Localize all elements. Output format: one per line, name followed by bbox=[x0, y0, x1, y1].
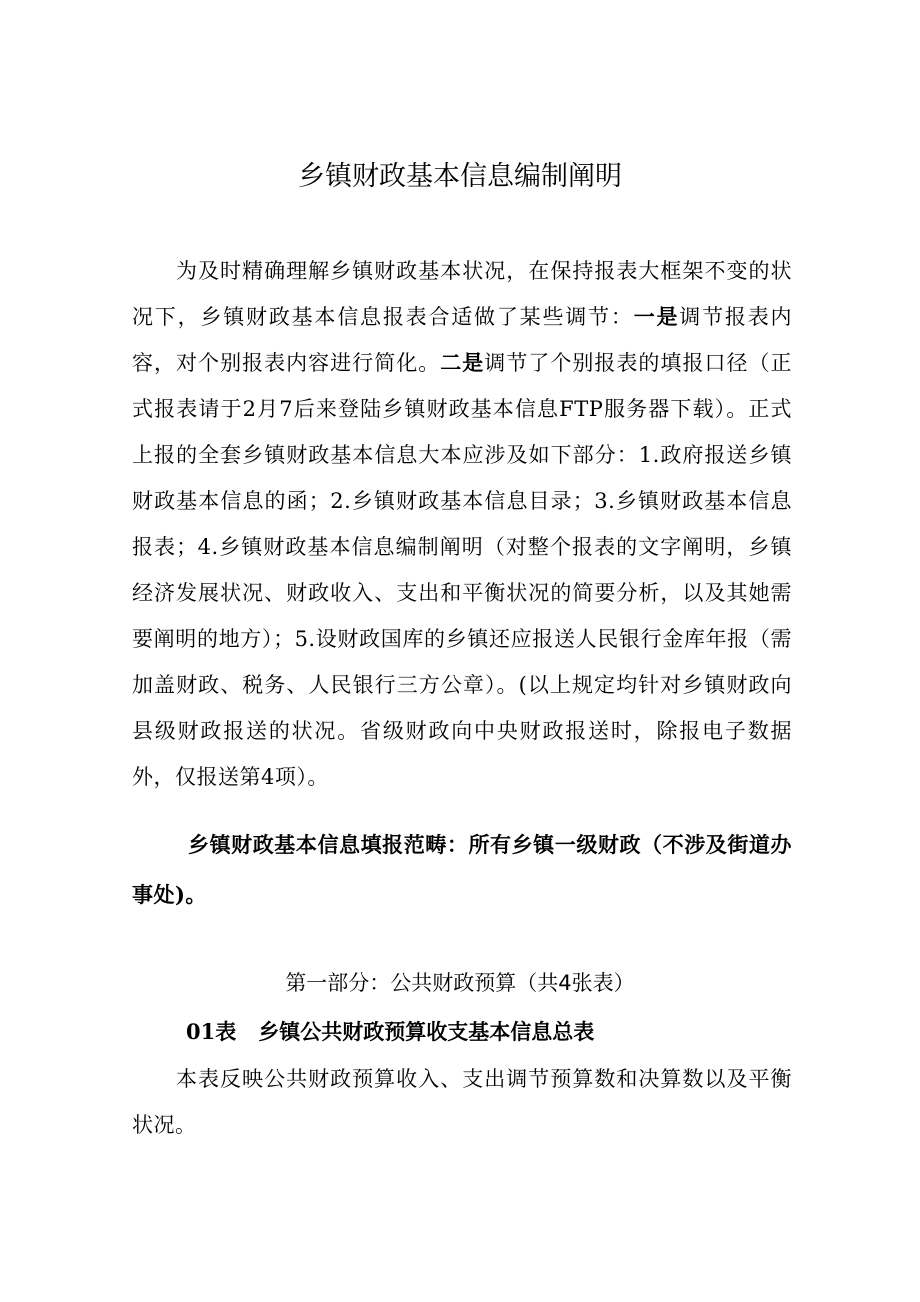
intro-text-c: 调节了个别报表的填报口径（正式报表请于2月7后来登陆乡镇财政基本信息FTP服务器下载）。正式上报的全套乡镇财政基本信息大本应涉及如下部分：1.政府报送乡镇财政基本信息的函；2.乡镇财政基本信息目录；3.乡镇财政基本信息报表；4.乡镇财政基本信息编制阐明（对整个报表的文字阐明，乡镇经济发展状况、财政收入、支出和平衡状况的简要分析，以及其她需要阐明的地方）；5.设财政国库的乡镇还应报送人民银行金库年报（需加盖财政、税务、人民银行三方公章）。(以上规定均针对乡镇财政向县级财政报送的状况。省级财政向中央财政报送时，除报电子数据外，仅报送第4项）。 bbox=[132, 351, 793, 789]
table-name: 乡镇公共财政预算收支基本信息总表 bbox=[258, 1019, 595, 1044]
emphasis-second: 二是 bbox=[440, 350, 485, 375]
intro-text-b: 调节报表内容，对个别报表内容进行简化。 bbox=[132, 305, 793, 375]
intro-paragraph bbox=[132, 248, 792, 800]
document-title: 乡镇财政基本信息编制阐明 bbox=[298, 161, 622, 192]
emphasis-first: 一是 bbox=[633, 304, 680, 329]
section-heading: 第一部分：公共财政预算（共4张表） bbox=[285, 971, 635, 995]
scope-paragraph: 乡镇财政基本信息填报范畴：所有乡镇一级财政（不涉及街道办事处)。 bbox=[132, 832, 792, 907]
table-01-heading bbox=[186, 1012, 594, 1052]
table-01-description: 本表反映公共财政预算收入、支出调节预算数和决算数以及平衡状况。 bbox=[132, 1067, 792, 1137]
intro-text-a: 为及时精确理解乡镇财政基本状况，在保持报表大框架不变的状况下，乡镇财政基本信息报表合适做了某些调节： bbox=[132, 259, 792, 329]
table-number: 01表 bbox=[186, 1019, 237, 1044]
